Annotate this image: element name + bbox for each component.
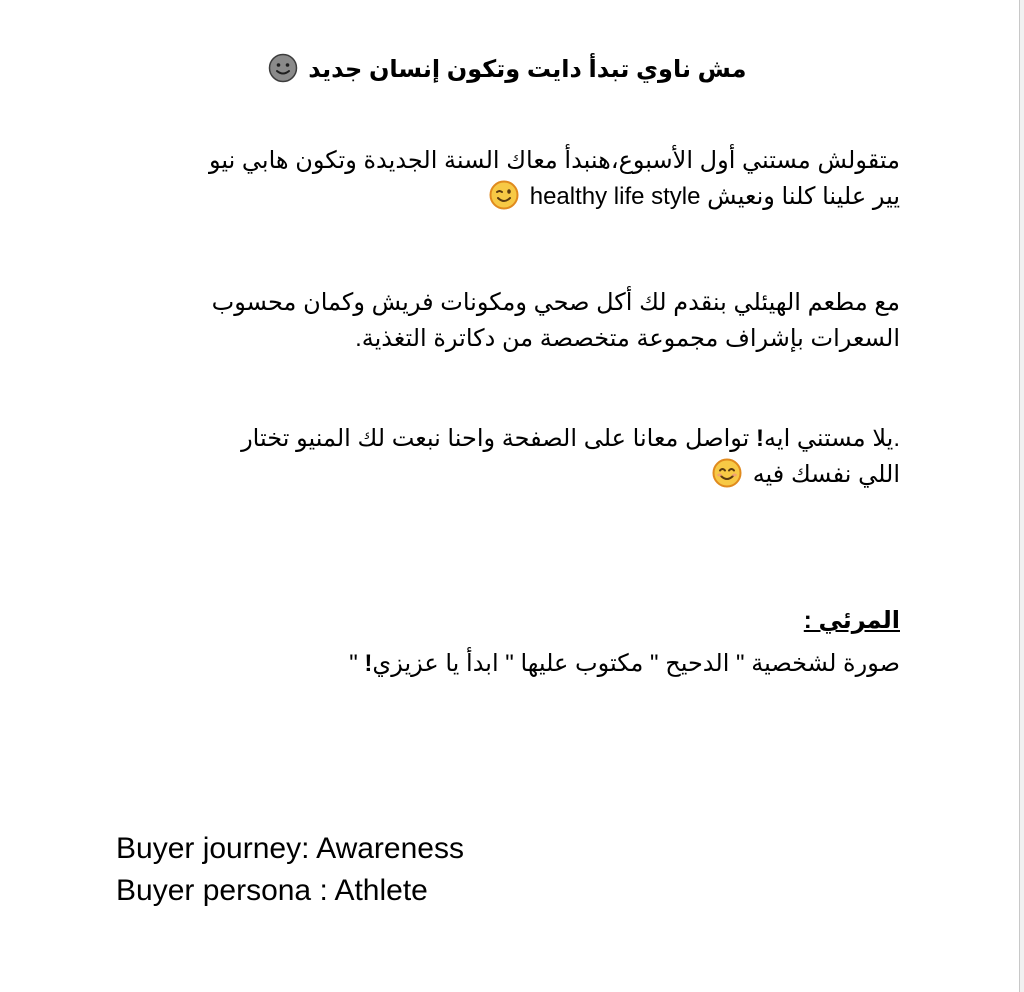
- visual-heading: المرئي :: [803, 607, 900, 634]
- post-title: [110, 52, 900, 88]
- paragraph-restaurant: [110, 285, 900, 357]
- neutral-smiley-icon: [268, 53, 298, 83]
- page-gutter: [1020, 0, 1024, 992]
- buyer-persona: Buyer persona : Athlete: [116, 874, 428, 907]
- paragraph-intro-line-1: متقولش مستني أول الأسبوع،هنبدأ معاك السنة الجديدة وتكون هابي نيو: [208, 147, 900, 174]
- paragraph-restaurant-line-2: السعرات بإشراف مجموعة متخصصة من دكاترة التغذية.: [355, 325, 900, 352]
- paragraph-call-to-action: [110, 421, 900, 493]
- paragraph-intro-line-2: [110, 179, 900, 215]
- post-title-text: مش ناوي تبدأ دايت وتكون إنسان جديد: [308, 56, 747, 83]
- paragraph-restaurant-line-1: مع مطعم الهيئلي بنقدم لك أكل صحي ومكونات فريش وكمان محسوب: [211, 289, 900, 316]
- visual-description: [110, 646, 900, 682]
- paragraph-cta-line-1-end: تواصل معانا على الصفحة واحنا نبعت لك المنيو تختار: [241, 425, 757, 452]
- paragraph-cta-line-2-text: اللي نفسك فيه: [752, 461, 900, 488]
- paragraph-intro-line-2-arabic: يير علينا كلنا ونعيش: [707, 183, 900, 210]
- paragraph-cta-line-1-start: .يلا مستني ايه: [764, 425, 900, 452]
- wink-smiley-icon: [489, 180, 519, 210]
- paragraph-cta-line-1: [110, 421, 900, 457]
- healthy-life-style-text: healthy life style: [529, 183, 701, 210]
- buyer-journey: Buyer journey: Awareness: [116, 832, 464, 865]
- paragraph-intro: [110, 143, 900, 215]
- paragraph-cta-line-2: [110, 457, 900, 493]
- visual-exclamation-mark: !: [364, 650, 373, 677]
- visual-description-start: صورة لشخصية " الدحيح " مكتوب عليها " ابدأ يا عزيزي: [372, 650, 900, 677]
- visual-description-end: ": [349, 650, 365, 677]
- exclamation-mark: !: [756, 425, 765, 452]
- blush-smiley-icon: [712, 458, 742, 488]
